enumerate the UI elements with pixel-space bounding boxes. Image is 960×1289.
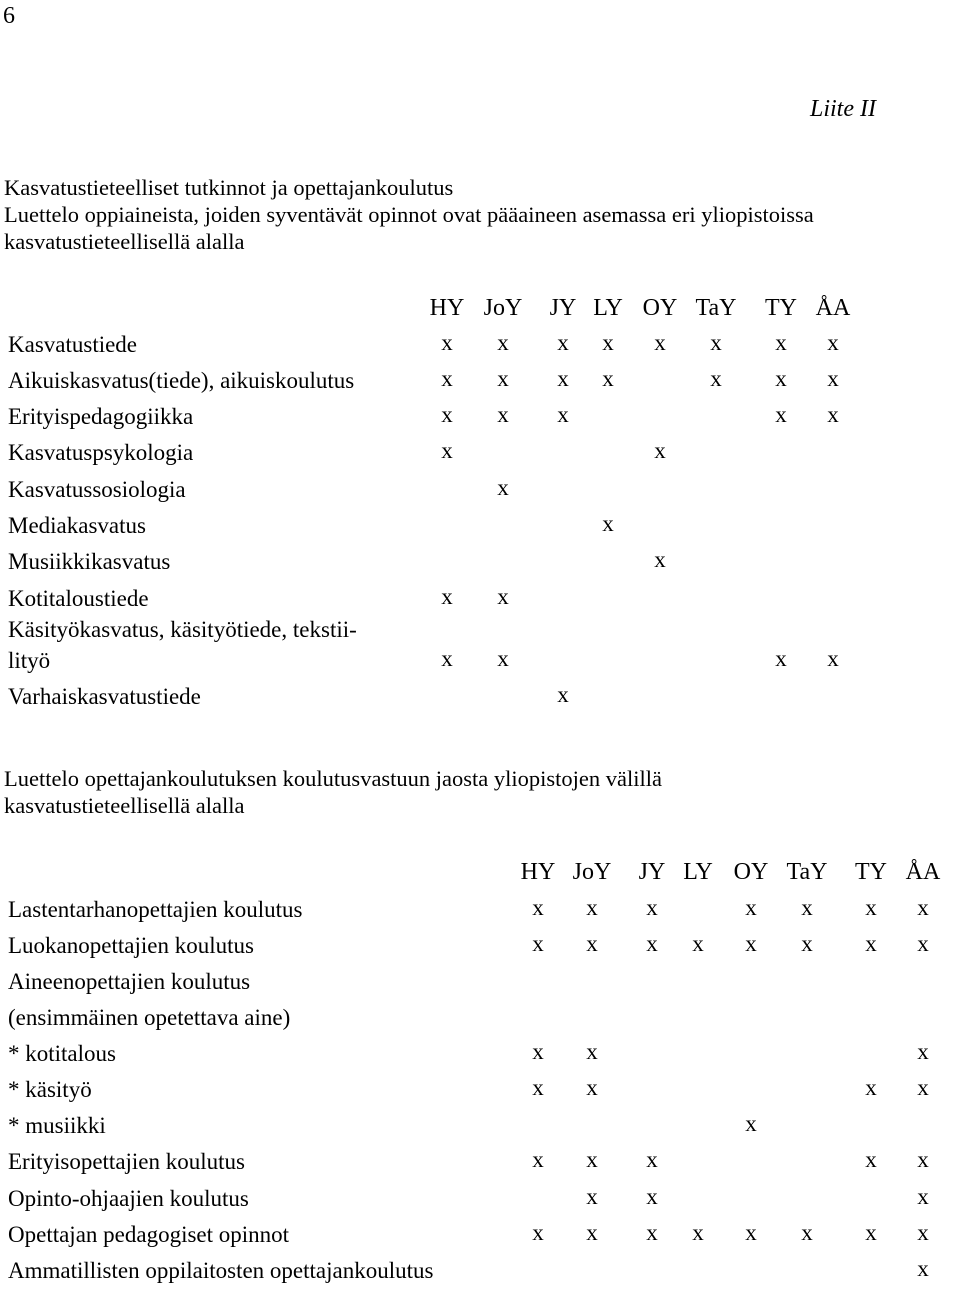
row-label: (ensimmäinen opetettava aine) bbox=[8, 1005, 291, 1030]
row-label: Musiikkikasvatus bbox=[8, 549, 171, 574]
table-mark: x bbox=[441, 438, 453, 463]
table-mark: x bbox=[557, 330, 569, 355]
table-mark: x bbox=[497, 366, 509, 391]
table-mark: x bbox=[441, 646, 453, 671]
row-label: Varhaiskasvatustiede bbox=[8, 684, 201, 709]
table-mark: x bbox=[497, 402, 509, 427]
table-mark: x bbox=[532, 931, 544, 956]
column-header: ÅA bbox=[815, 295, 851, 321]
column-header: HY bbox=[429, 295, 465, 321]
table-mark: x bbox=[441, 366, 453, 391]
row-label: Aineenopettajien koulutus bbox=[8, 969, 251, 994]
column-header: OY bbox=[642, 295, 678, 321]
row-label: Kasvatussosiologia bbox=[8, 477, 186, 502]
row-label: Erityisopettajien koulutus bbox=[8, 1149, 245, 1174]
table-mark: x bbox=[745, 1111, 757, 1136]
table-mark: x bbox=[654, 330, 666, 355]
table-mark: x bbox=[917, 895, 929, 920]
table-mark: x bbox=[801, 895, 813, 920]
row-label: Opinto-ohjaajien koulutus bbox=[8, 1186, 249, 1211]
table-mark: x bbox=[497, 475, 509, 500]
section1-heading-line: kasvatustieteellisellä alalla bbox=[4, 229, 245, 254]
row-label: Käsityökasvatus, käsityötiede, tekstii- bbox=[8, 617, 357, 642]
table-mark: x bbox=[865, 895, 877, 920]
section2-heading-line: Luettelo opettajankoulutuksen koulutusvastuun jaosta yliopistojen välillä bbox=[4, 766, 663, 791]
column-header: JY bbox=[549, 295, 577, 321]
row-label: Opettajan pedagogiset opinnot bbox=[8, 1222, 290, 1247]
table-mark: x bbox=[586, 1039, 598, 1064]
table-mark: x bbox=[441, 584, 453, 609]
table-mark: x bbox=[586, 1075, 598, 1100]
table-mark: x bbox=[654, 547, 666, 572]
row-label: Kasvatustiede bbox=[8, 332, 138, 357]
page-number: 6 bbox=[3, 3, 15, 29]
column-header: TY bbox=[765, 295, 797, 321]
row-label: Ammatillisten oppilaitosten opettajankoulutus bbox=[8, 1258, 434, 1283]
table-mark: x bbox=[654, 438, 666, 463]
table-mark: x bbox=[710, 330, 722, 355]
table-mark: x bbox=[917, 1220, 929, 1245]
table-mark: x bbox=[557, 402, 569, 427]
table-mark: x bbox=[532, 895, 544, 920]
table-mark: x bbox=[801, 1220, 813, 1245]
table-mark: x bbox=[775, 330, 787, 355]
column-header: LY bbox=[683, 859, 713, 885]
table-mark: x bbox=[646, 1220, 658, 1245]
table-mark: x bbox=[602, 330, 614, 355]
column-header: JoY bbox=[483, 295, 523, 321]
table-mark: x bbox=[917, 1075, 929, 1100]
row-label: Kasvatuspsykologia bbox=[8, 440, 194, 465]
table-mark: x bbox=[917, 1147, 929, 1172]
table-mark: x bbox=[497, 330, 509, 355]
table-mark: x bbox=[775, 402, 787, 427]
table-mark: x bbox=[745, 1220, 757, 1245]
row-label: lityö bbox=[8, 648, 51, 673]
table-mark: x bbox=[917, 1184, 929, 1209]
row-label: Erityispedagogiikka bbox=[8, 404, 194, 429]
table-mark: x bbox=[532, 1039, 544, 1064]
table-mark: x bbox=[827, 646, 839, 671]
table-mark: x bbox=[801, 931, 813, 956]
section1-heading-line: Luettelo oppiaineista, joiden syventävät opinnot ovat pääaineen asemassa eri yliopistoissa bbox=[4, 202, 814, 227]
row-label: Luokanopettajien koulutus bbox=[8, 933, 254, 958]
row-label: Lastentarhanopettajien koulutus bbox=[8, 897, 303, 922]
table-mark: x bbox=[646, 895, 658, 920]
table-mark: x bbox=[586, 931, 598, 956]
column-header: TaY bbox=[695, 295, 737, 321]
table-mark: x bbox=[441, 402, 453, 427]
section2-heading-line: kasvatustieteellisellä alalla bbox=[4, 793, 245, 818]
table-mark: x bbox=[646, 1184, 658, 1209]
table-mark: x bbox=[586, 1147, 598, 1172]
table-mark: x bbox=[586, 1220, 598, 1245]
row-label: Kotitaloustiede bbox=[8, 586, 149, 611]
table-mark: x bbox=[865, 1220, 877, 1245]
table-mark: x bbox=[710, 366, 722, 391]
table-mark: x bbox=[775, 366, 787, 391]
table-mark: x bbox=[586, 895, 598, 920]
table-mark: x bbox=[692, 931, 704, 956]
row-label: * käsityö bbox=[8, 1077, 92, 1102]
table-mark: x bbox=[557, 366, 569, 391]
table-mark: x bbox=[646, 1147, 658, 1172]
table-mark: x bbox=[532, 1075, 544, 1100]
table-mark: x bbox=[532, 1147, 544, 1172]
section1-heading-line: Kasvatustieteelliset tutkinnot ja opettajankoulutus bbox=[4, 175, 454, 200]
column-header: ÅA bbox=[905, 859, 941, 885]
row-label: * musiikki bbox=[8, 1113, 106, 1138]
row-label: Mediakasvatus bbox=[8, 513, 146, 538]
row-label: Aikuiskasvatus(tiede), aikuiskoulutus bbox=[8, 368, 355, 393]
column-header: TaY bbox=[786, 859, 828, 885]
table-mark: x bbox=[827, 366, 839, 391]
table-mark: x bbox=[745, 931, 757, 956]
table-mark: x bbox=[441, 330, 453, 355]
table-mark: x bbox=[497, 646, 509, 671]
table-mark: x bbox=[775, 646, 787, 671]
column-header: OY bbox=[733, 859, 769, 885]
table-mark: x bbox=[917, 1256, 929, 1281]
table-mark: x bbox=[497, 584, 509, 609]
column-header: TY bbox=[855, 859, 887, 885]
column-header: JY bbox=[638, 859, 666, 885]
table-mark: x bbox=[602, 366, 614, 391]
table-mark: x bbox=[865, 931, 877, 956]
table-mark: x bbox=[557, 682, 569, 707]
column-header: JoY bbox=[572, 859, 612, 885]
table-mark: x bbox=[827, 402, 839, 427]
row-label: * kotitalous bbox=[8, 1041, 116, 1066]
table-mark: x bbox=[602, 511, 614, 536]
column-header: HY bbox=[520, 859, 556, 885]
table-mark: x bbox=[827, 330, 839, 355]
table-mark: x bbox=[917, 1039, 929, 1064]
appendix-label: Liite II bbox=[810, 96, 876, 122]
table-mark: x bbox=[586, 1184, 598, 1209]
column-header: LY bbox=[593, 295, 623, 321]
table-mark: x bbox=[865, 1075, 877, 1100]
table-mark: x bbox=[865, 1147, 877, 1172]
table-mark: x bbox=[532, 1220, 544, 1245]
table-mark: x bbox=[745, 895, 757, 920]
table-mark: x bbox=[917, 931, 929, 956]
table-mark: x bbox=[692, 1220, 704, 1245]
table-mark: x bbox=[646, 931, 658, 956]
